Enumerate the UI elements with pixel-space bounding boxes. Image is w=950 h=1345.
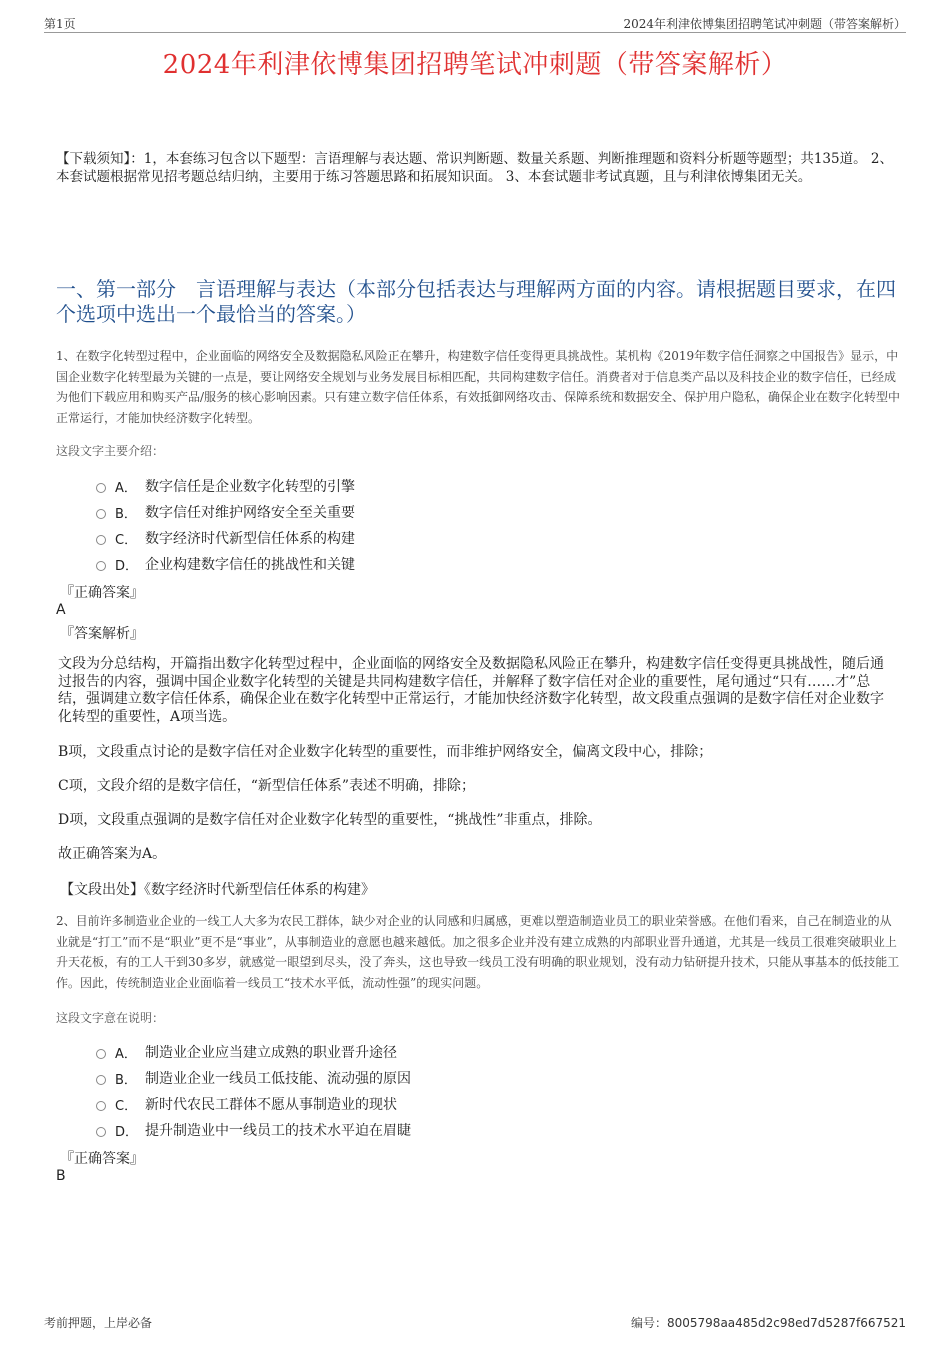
- option-text: 数字信任对维护网络安全至关重要: [145, 505, 355, 521]
- analysis-paragraph: 故正确答案为A。: [58, 846, 167, 862]
- option-letter: A．: [115, 1047, 137, 1062]
- footer-slogan: 考前押题，上岸必备: [44, 1316, 153, 1330]
- question-2-answer-label: 『正确答案』: [60, 1151, 144, 1167]
- option-letter: A．: [115, 481, 137, 496]
- option-text: 新时代农民工群体不愿从事制造业的现状: [145, 1097, 397, 1113]
- question-1-option-b[interactable]: [96, 501, 796, 527]
- question-2-prompt: 这段文字意在说明：: [56, 1011, 165, 1025]
- question-1-stem: 1、在数字化转型过程中，企业面临的网络安全及数据隐私风险正在攀升，构建数字信任变得更具挑战性。某机构《2019年数字信任洞察之中国报告》显示，中国企业数字化转型最为关键的一点是，要让网络安全规划与业务发展目标相匹配，共同构建数字信任。消费者对于信息类产品以及科技企业的数字信任，已经成为他们下载应用和购买产品/服务的核心影响因素。只有建立数字信任体系，有效抵御网络攻击、保障系统和数据安全、保护用户隐私，确保企业在数字化转型中正常运行，才能加快经济数字化转型。: [56, 349, 901, 425]
- page-header: [44, 14, 906, 33]
- question-1-option-a[interactable]: [96, 475, 796, 501]
- section-heading: 一、第一部分 言语理解与表达（本部分包括表达与理解两方面的内容。请根据题目要求，在四个选项中选出一个最恰当的答案。）: [56, 277, 896, 326]
- question-2-option-c[interactable]: [96, 1093, 796, 1119]
- option-text: 制造业企业一线员工低技能、流动强的原因: [145, 1071, 411, 1087]
- question-1-answer-label: 『正确答案』: [60, 585, 144, 601]
- option-letter: C．: [115, 533, 138, 548]
- analysis-paragraph: B项，文段重点讨论的是数字信任对企业数字化转型的重要性，而非维护网络安全，偏离文段中心，排除；: [58, 744, 713, 760]
- radio-icon[interactable]: [96, 1075, 106, 1085]
- footer-code: [631, 1314, 906, 1331]
- radio-icon[interactable]: [96, 1101, 106, 1111]
- question-1-prompt: 这段文字主要介绍：: [56, 444, 165, 458]
- radio-icon[interactable]: [96, 509, 106, 519]
- option-letter: C．: [115, 1099, 138, 1114]
- radio-icon[interactable]: [96, 535, 106, 545]
- question-1-option-c[interactable]: [96, 527, 796, 553]
- question-1-analysis-label: 『答案解析』: [60, 626, 144, 642]
- analysis-paragraph: D项，文段重点强调的是数字信任对企业数字化转型的重要性，“挑战性”非重点，排除。: [58, 812, 602, 828]
- question-2-answer: B: [56, 1168, 66, 1184]
- radio-icon[interactable]: [96, 1127, 106, 1137]
- radio-icon[interactable]: [96, 561, 106, 571]
- question-2-stem: 2、目前许多制造业企业的一线工人大多为农民工群体，缺少对企业的认同感和归属感，更难以塑造制造业员工的职业荣誉感。在他们看来，自己在制造业的从业就是“打工”而不是“职业”更不是“事业”，从事制造业的意愿也越来越低。加之很多企业并没有建立成熟的内部职业晋升通道，尤其是一线员工很难突破职业上升天花板，有的工人干到30多岁，就感觉一眼望到尽头，没了奔头，这也导致一线员工没有明确的职业规划，没有动力钻研提升技术，只能从事基本的低技能工作。因此，传统制造业企业面临着一线员工“技术水平低，流动性强”的现实问题。: [56, 914, 900, 990]
- option-text: 企业构建数字信任的挑战性和关键: [145, 557, 355, 573]
- analysis-paragraph: C项，文段介绍的是数字信任，“新型信任体系”表述不明确，排除；: [58, 778, 476, 794]
- option-letter: B．: [115, 507, 137, 522]
- radio-icon[interactable]: [96, 483, 106, 493]
- question-2-option-b[interactable]: [96, 1067, 796, 1093]
- question-2-option-a[interactable]: [96, 1041, 796, 1067]
- option-letter: D．: [115, 1125, 139, 1140]
- document-title: 2024年利津依博集团招聘笔试冲刺题（带答案解析）: [162, 50, 788, 80]
- download-notice: 【下载须知】：1，本套练习包含以下题型：言语理解与表达题、常识判断题、数量关系题、判断推理题和资料分析题等题型；共135道。 2、本套试题根据常见招考题总结归纳，主要用于练习答题思路和拓展知识面。 3、本套试题非考试真题，且与利津依博集团无关。: [56, 151, 893, 185]
- question-2-options: [96, 1041, 796, 1145]
- option-letter: B．: [115, 1073, 137, 1088]
- analysis-paragraph: 文段为分总结构，开篇指出数字化转型过程中，企业面临的网络安全及数据隐私风险正在攀升，构建数字信任变得更具挑战性，随后通过报告的内容，强调中国企业数字化转型的关键是共同构建数字信任，并解释了数字信任对企业的重要性，尾句通过“只有……才”总结，强调建立数字信任体系，确保企业在数字化转型中正常运行，才能加快经济数字化转型，故文段重点强调的是数字信任对企业数字化转型的重要性，A项当选。: [58, 656, 884, 725]
- question-2-option-d[interactable]: [96, 1119, 796, 1145]
- question-1-options: [96, 475, 796, 579]
- header-doc-title: 2024年利津依博集团招聘笔试冲刺题（带答案解析）: [623, 17, 906, 31]
- option-text: 数字经济时代新型信任体系的构建: [145, 531, 355, 547]
- option-text: 制造业企业应当建立成熟的职业晋升途径: [145, 1045, 397, 1061]
- footer-code-label: 编号：: [630, 1316, 667, 1330]
- radio-icon[interactable]: [96, 1049, 106, 1059]
- option-letter: D．: [115, 559, 139, 574]
- footer-code-value: 8005798aa485d2c98ed7d5287f667521: [667, 1316, 906, 1330]
- question-1-option-d[interactable]: [96, 553, 796, 579]
- question-1-answer: A: [56, 602, 66, 618]
- option-text: 提升制造业中一线员工的技术水平迫在眉睫: [145, 1123, 411, 1139]
- option-text: 数字信任是企业数字化转型的引擎: [145, 479, 355, 495]
- page-number: 第1页: [44, 17, 76, 31]
- question-1-source: 【文段出处】《数字经济时代新型信任体系的构建》: [60, 882, 375, 898]
